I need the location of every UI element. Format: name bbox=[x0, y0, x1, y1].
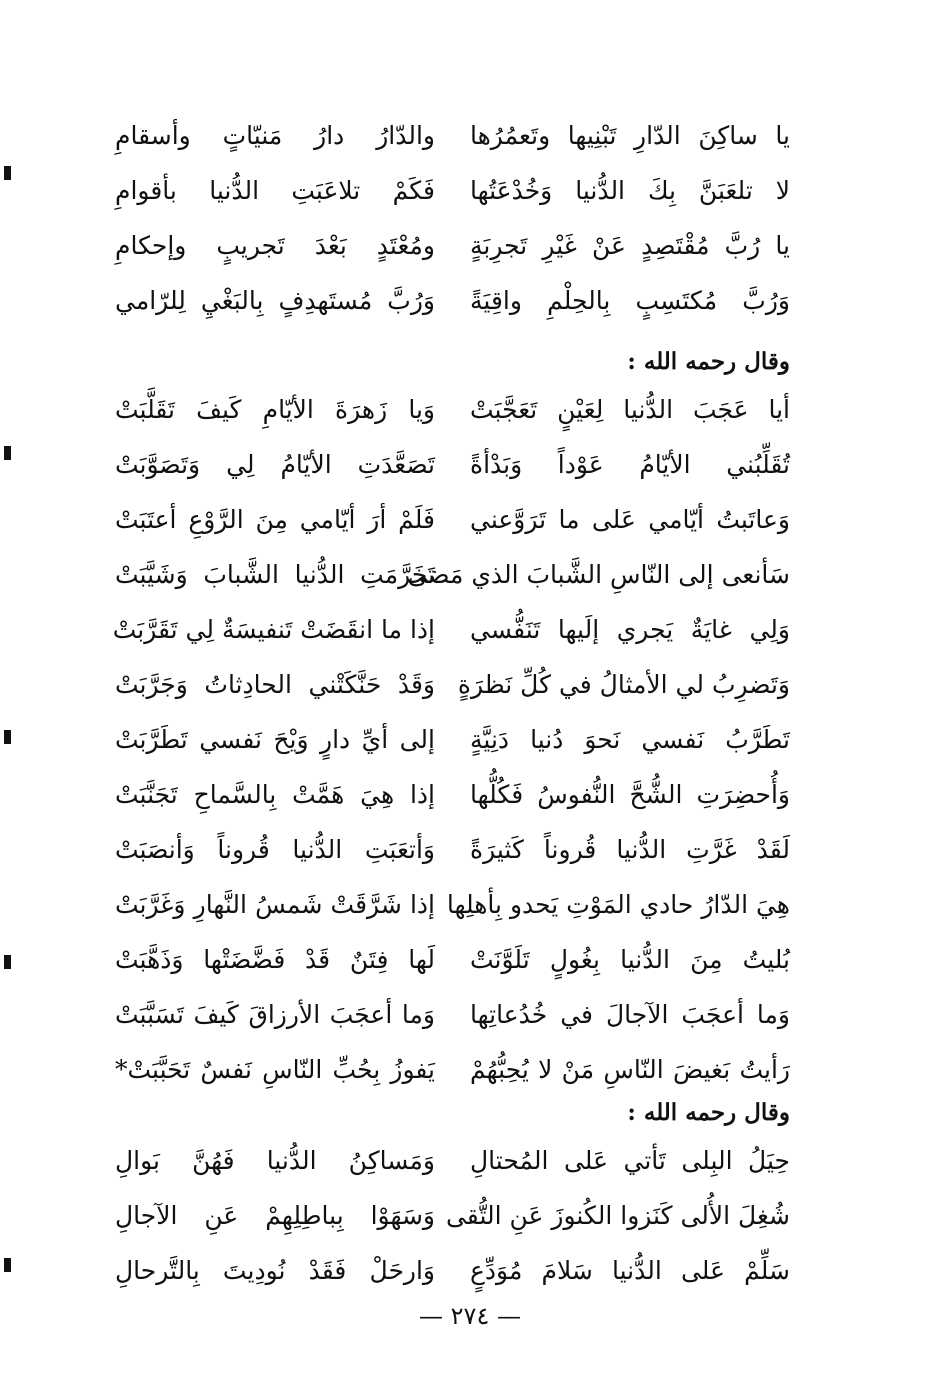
first-hemistich: وَما أعجَبَ الآجالَ في خُدُعاتِها bbox=[470, 1000, 790, 1029]
second-hemistich: فَكَمْ تلاعَبَتِ الدُّنيا بأقوامِ bbox=[115, 176, 435, 205]
poem-heading: وقال رحمه الله : bbox=[627, 348, 790, 375]
poem-content bbox=[112, 108, 790, 1298]
verse-line bbox=[115, 218, 790, 273]
verse-line bbox=[115, 932, 790, 987]
first-hemistich: رَأيتُ بَغيضَ النّاسِ مَنْ لا يُحِبُّهُمْ bbox=[470, 1055, 790, 1084]
second-hemistich: وَارحَلْ فَقَدْ نُودِيتَ بِالتَّرحالِ bbox=[115, 1256, 435, 1285]
verse-line bbox=[115, 273, 790, 328]
verse-line bbox=[115, 1133, 790, 1188]
poem-section bbox=[115, 108, 790, 328]
verse-line bbox=[115, 108, 790, 163]
first-hemistich: شُغِلَ الأُلى كَنَزوا الكُنوزَ عَنِ التُّقى bbox=[445, 1201, 790, 1230]
binding-mark bbox=[4, 1258, 11, 1272]
first-hemistich: هِيَ الدّارُ حادي المَوْتِ يَحدو بِأهلِها bbox=[446, 890, 790, 919]
second-hemistich: وَما أعجَبَ الأرزاقَ كَيفَ تَسَبَّبَتْ bbox=[115, 1000, 435, 1029]
verse-line bbox=[115, 822, 790, 877]
first-hemistich: يا ساكِنَ الدّارِ تَبْنِيها وتَعمُرُها bbox=[470, 121, 790, 150]
first-hemistich: بُليتُ مِنَ الدُّنيا بِغُولٍ تَلَوَّنَتْ bbox=[470, 945, 790, 974]
second-hemistich: يَفوزُ بِحُبِّ النّاسِ نَفسٌ تَحَبَّبَتْ* bbox=[115, 1055, 435, 1084]
second-hemistich: فَلَمْ أرَ أيّامي مِنَ الرَّوْعِ أعتَبَتْ bbox=[115, 505, 435, 534]
second-hemistich: وَأتعَبَتِ الدُّنيا قُروناً وَأنصَبَتْ bbox=[115, 835, 435, 864]
first-hemistich: أيا عَجَبَ الدُّنيا لِعَيْنٍ تَعَجَّبَتْ bbox=[470, 395, 790, 424]
verse-line bbox=[115, 163, 790, 218]
first-hemistich: تُقَلِّبُني الأيّامُ عَوْداً وَبَدْأةً bbox=[470, 450, 790, 479]
poem-heading: وقال رحمه الله : bbox=[627, 1099, 790, 1126]
verse-line bbox=[115, 767, 790, 822]
second-hemistich: وَمَساكِنُ الدُّنيا فَهُنَّ بَوالِ bbox=[115, 1146, 435, 1175]
verse-line bbox=[115, 437, 790, 492]
first-hemistich: حِيَلُ البِلى تَأتي عَلى المُحتالِ bbox=[470, 1146, 790, 1175]
first-hemistich: وَتَضرِبُ لي الأمثالُ في كُلِّ نَظرَةٍ bbox=[457, 670, 790, 699]
verse-line bbox=[112, 602, 790, 657]
verse-line bbox=[115, 657, 790, 712]
binding-mark bbox=[4, 166, 11, 180]
verse-line bbox=[115, 492, 790, 547]
second-hemistich: وَيا زَهرَةَ الأيّامِ كَيفَ تَقَلَّبَتْ bbox=[115, 395, 435, 424]
first-hemistich: سَلِّمْ عَلى الدُّنيا سَلامَ مُوَدِّعٍ bbox=[470, 1256, 790, 1285]
poem-section bbox=[112, 346, 790, 1097]
verse-line bbox=[115, 382, 790, 437]
second-hemistich: لَها فِتَنٌ قَدْ فَضَّضَتْها وَذَهَّبَتْ bbox=[115, 945, 435, 974]
verse-line bbox=[115, 1042, 790, 1097]
binding-mark bbox=[4, 955, 11, 969]
second-hemistich: إذا هِيَ هَمَّتْ بِالسَّماحِ تَجَنَّبَتْ bbox=[115, 780, 435, 809]
first-hemistich: لا تلعَبَنَّ بِكَ الدُّنيا وَخُدْعَتُها bbox=[470, 176, 790, 205]
binding-mark bbox=[4, 446, 11, 460]
first-hemistich: وَلِي غايَةٌ يَجري إلَيها تَنَفُّسي bbox=[470, 615, 790, 644]
verse-line bbox=[115, 877, 790, 932]
second-hemistich: إلى أيِّ دارٍ وَيْحَ نَفسي تَطَرَّبَتْ bbox=[115, 725, 435, 754]
second-hemistich: ومُعْتَدٍ بَعْدَ تَجريبٍ وإحكامِ bbox=[115, 231, 435, 260]
verse-line bbox=[115, 712, 790, 767]
first-hemistich: وَأُحضِرَتِ الشُّحَّ النُّفوسُ فَكُلُّها bbox=[470, 780, 790, 809]
second-hemistich: والدّارُ دارُ مَنيّاتٍ وأسقامِ bbox=[115, 121, 435, 150]
verse-line bbox=[115, 547, 790, 602]
verse-line bbox=[115, 1188, 790, 1243]
second-hemistich: وَقَدْ حَنَّكَتْني الحادِثاتُ وَجَرَّبَتْ bbox=[115, 670, 435, 699]
first-hemistich: لَقَدْ غَرَّتِ الدُّنيا قُروناً كَثيرَةً bbox=[470, 835, 790, 864]
second-hemistich: تَخَرَّمَتِ الدُّنيا الشَّبابَ وَشَيَّبَتْ bbox=[115, 560, 435, 589]
second-hemistich: وَرُبَّ مُستَهدِفٍ بِالبَغْيِ لِلرّامي bbox=[115, 286, 435, 315]
first-hemistich: وَرُبَّ مُكتَسِبٍ بِالحِلْمِ واقِيَةً bbox=[470, 286, 790, 315]
second-hemistich: إذا ما انقَضَتْ تَنفيسَةٌ لِي تَقَرَّبَتْ bbox=[112, 615, 435, 644]
binding-mark bbox=[4, 730, 11, 744]
first-hemistich: تَطَرَّبُ نَفسي نَحوَ دُنيا دَنِيَّةٍ bbox=[470, 725, 790, 754]
first-hemistich: سَأنعى إلى النّاسِ الشَّبابَ الذي مَضى bbox=[407, 560, 790, 589]
verse-line bbox=[115, 987, 790, 1042]
first-hemistich: وَعاتَبتُ أيّامي عَلى ما تَرَوَّعني bbox=[470, 505, 790, 534]
second-hemistich: وَسَهَوْا بِباطِلِهِمْ عَنِ الآجالِ bbox=[115, 1201, 435, 1230]
second-hemistich: تَصَعَّدَتِ الأيّامُ لِي وَتَصَوَّبَتْ bbox=[115, 450, 435, 479]
verse-line bbox=[115, 1243, 790, 1298]
second-hemistich: إذا شَرَّقَتْ شَمسُ النَّهارِ وَغَرَّبَتْ bbox=[115, 890, 435, 919]
first-hemistich: يا رُبَّ مُقْتَصِدٍ عَنْ غَيْرِ تَجرِبَةٍ bbox=[470, 231, 790, 260]
poem-section bbox=[115, 1097, 790, 1298]
page-number: — ٢٧٤ — bbox=[419, 1302, 521, 1330]
